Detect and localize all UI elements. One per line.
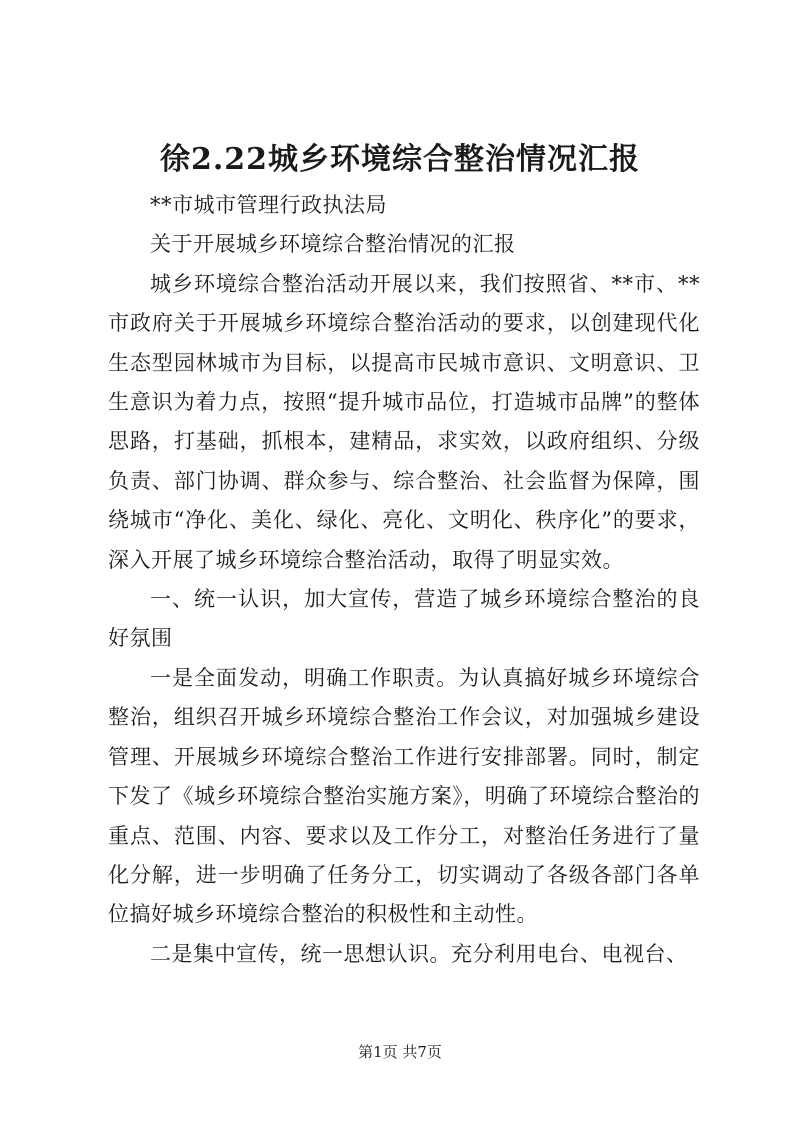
section-heading: 一、统一认识，加大宣传，营造了城乡环境综合整治的良好氛围 bbox=[108, 587, 700, 651]
page-footer: 第1页 共7页 bbox=[358, 1043, 442, 1061]
document-body bbox=[108, 186, 700, 974]
subtitle-line: 关于开展城乡环境综合整治情况的汇报 bbox=[150, 232, 516, 257]
body-paragraph: 一是全面发动，明确工作职责。为认真搞好城乡环境综合整治，组织召开城乡环境综合整治工作会议，对加强城乡建设管理、开展城乡环境综合整治工作进行安排部署。同时，制定下发了《城乡环境综合整治实施方案》，明确了环境综合整治的重点、范围、内容、要求以及工作分工，对整治任务进行了量化分解，进一步明确了任务分工，切实调动了各级各部门各单位搞好城乡环境综合整治的积极性和主动性。 bbox=[108, 665, 700, 927]
issuer-line: **市城市管理行政执法局 bbox=[150, 193, 387, 217]
body-paragraph: 二是集中宣传，统一思想认识。充分利用电台、电视台、 bbox=[150, 941, 688, 966]
document-title: 徐2.22城乡环境综合整治情况汇报 bbox=[159, 142, 641, 177]
intro-paragraph: 城乡环境综合整治活动开展以来，我们按照省、**市、**市政府关于开展城乡环境综合整治活动的要求，以创建现代化生态型园林城市为目标，以提高市民城市意识、文明意识、卫生意识为着力点，按照“提升城市品位，打造城市品牌”的整体思路，打基础，抓根本，建精品，求实效，以政府组织、分级负责、部门协调、群众参与、综合整治、社会监督为保障，围绕城市“净化、美化、绿化、亮化、文明化、秩序化”的要求，深入开展了城乡环境综合整治活动，取得了明显实效。 bbox=[108, 271, 700, 572]
